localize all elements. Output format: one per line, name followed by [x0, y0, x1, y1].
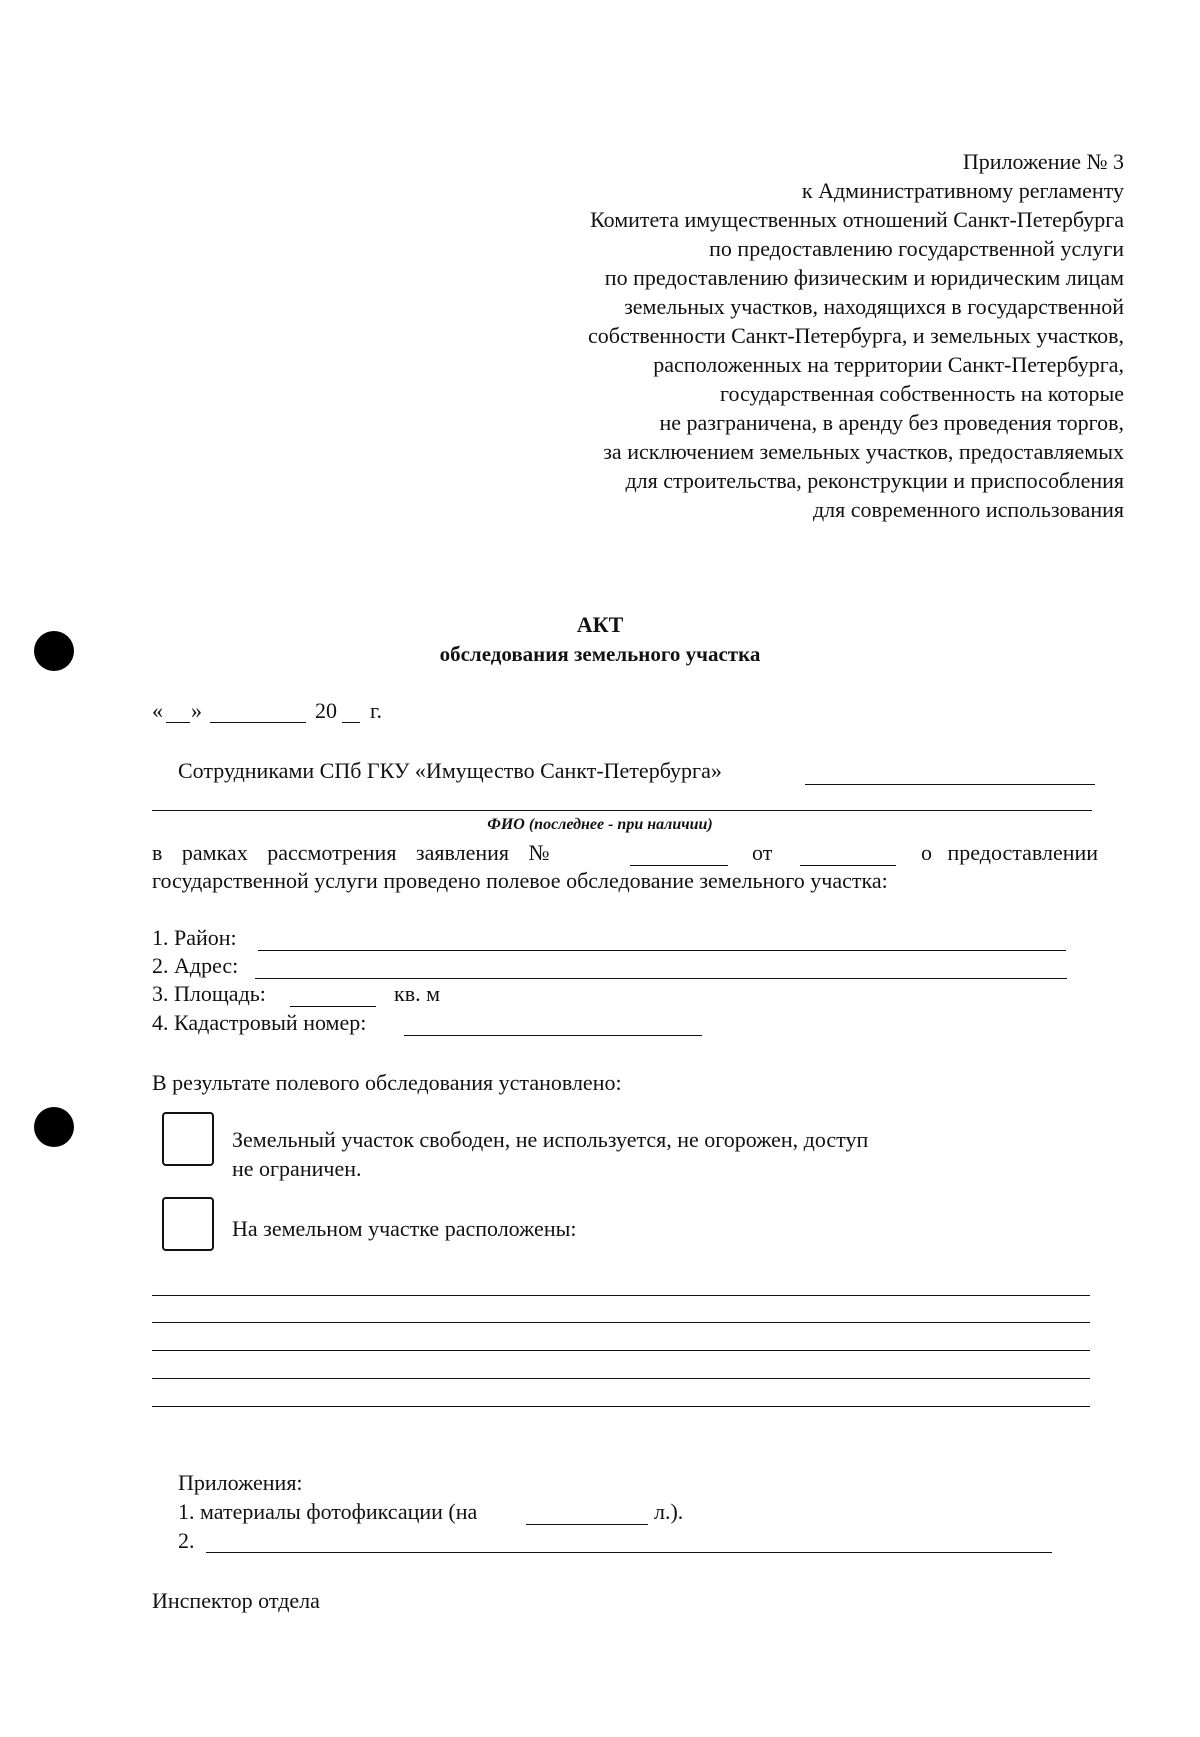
address-field[interactable]	[255, 978, 1067, 979]
occupied-details-line[interactable]	[152, 1350, 1090, 1351]
date-close-quote: »	[191, 698, 202, 723]
header-line: расположенных на территории Санкт-Петербурга,	[653, 352, 1124, 377]
application-text-part1: в рамках рассмотрения заявления №	[152, 840, 550, 865]
application-number-field[interactable]	[630, 865, 728, 866]
occupied-details-line[interactable]	[152, 1378, 1090, 1379]
attachment-1-prefix: 1. материалы фотофиксации (на	[178, 1499, 478, 1524]
header-line: по предоставлению государственной услуги	[709, 236, 1124, 261]
cadastral-field[interactable]	[404, 1035, 702, 1036]
header-line: собственности Санкт-Петербурга, и земельных участков,	[588, 323, 1124, 348]
attachments-heading: Приложения:	[178, 1470, 303, 1495]
option-free-line2: не ограничен.	[232, 1156, 362, 1181]
option-free-line1: Земельный участок свободен, не используется, не огорожен, доступ	[232, 1127, 869, 1152]
occupied-details-line[interactable]	[152, 1322, 1090, 1323]
cadastral-label: 4. Кадастровый номер:	[152, 1010, 367, 1035]
area-label: 3. Площадь:	[152, 981, 266, 1006]
header-line: Комитета имущественных отношений Санкт-Петербурга	[590, 207, 1124, 232]
application-date-field[interactable]	[800, 865, 896, 866]
header-line: не разграничена, в аренду без проведения торгов,	[659, 410, 1124, 435]
inspector-label: Инспектор отдела	[152, 1588, 320, 1613]
header-line: Приложение № 3	[962, 149, 1124, 174]
fio-caption: ФИО (последнее - при наличии)	[487, 816, 713, 833]
staff-label: Сотрудниками СПб ГКУ «Имущество Санкт-Петербурга»	[178, 758, 722, 783]
attachment-2-prefix: 2.	[178, 1528, 195, 1553]
option-occupied-label: На земельном участке расположены:	[232, 1216, 577, 1241]
occupied-details-line[interactable]	[152, 1406, 1090, 1407]
header-line: для современного использования	[812, 497, 1124, 522]
header-line: государственная собственность на которые	[720, 381, 1124, 406]
header-line: для строительства, реконструкции и приспособления	[625, 468, 1124, 493]
area-field[interactable]	[290, 1006, 376, 1007]
district-field[interactable]	[258, 950, 1066, 951]
photo-pages-field[interactable]	[526, 1524, 648, 1525]
result-heading: В результате полевого обследования установлено:	[152, 1070, 622, 1095]
document-title: АКТ	[576, 612, 624, 637]
attachment-2-field[interactable]	[206, 1552, 1052, 1553]
appendix-header	[424, 147, 1124, 524]
address-label: 2. Адрес:	[152, 953, 239, 978]
occupied-details-line[interactable]	[152, 1295, 1090, 1296]
district-label: 1. Район:	[152, 925, 237, 950]
year-prefix: 20	[315, 698, 337, 723]
header-line: к Административному регламенту	[801, 178, 1124, 203]
day-field[interactable]	[166, 722, 190, 723]
year-suffix: г.	[370, 698, 383, 723]
header-line: за исключением земельных участков, предоставляемых	[603, 439, 1124, 464]
staff-name-field[interactable]	[805, 784, 1095, 785]
option-free-checkbox[interactable]	[162, 1112, 214, 1166]
area-unit: кв. м	[394, 981, 440, 1006]
year-field[interactable]	[342, 722, 360, 723]
month-field[interactable]	[210, 722, 306, 723]
header-line: по предоставлению физическим и юридическим лицам	[604, 265, 1124, 290]
option-occupied-checkbox[interactable]	[162, 1197, 214, 1251]
date-open-quote: «	[152, 698, 163, 723]
document-subtitle: обследования земельного участка	[439, 642, 761, 666]
hole-punch-bottom	[34, 1107, 74, 1147]
application-text-part2: от	[752, 840, 773, 865]
attachment-1-suffix: л.).	[654, 1499, 684, 1524]
application-text-part3: о предоставлении	[921, 840, 1099, 865]
staff-name-field-line2[interactable]	[152, 810, 1092, 811]
header-line: земельных участков, находящихся в государственной	[624, 294, 1124, 319]
application-text-line2: государственной услуги проведено полевое обследование земельного участка:	[152, 868, 888, 893]
